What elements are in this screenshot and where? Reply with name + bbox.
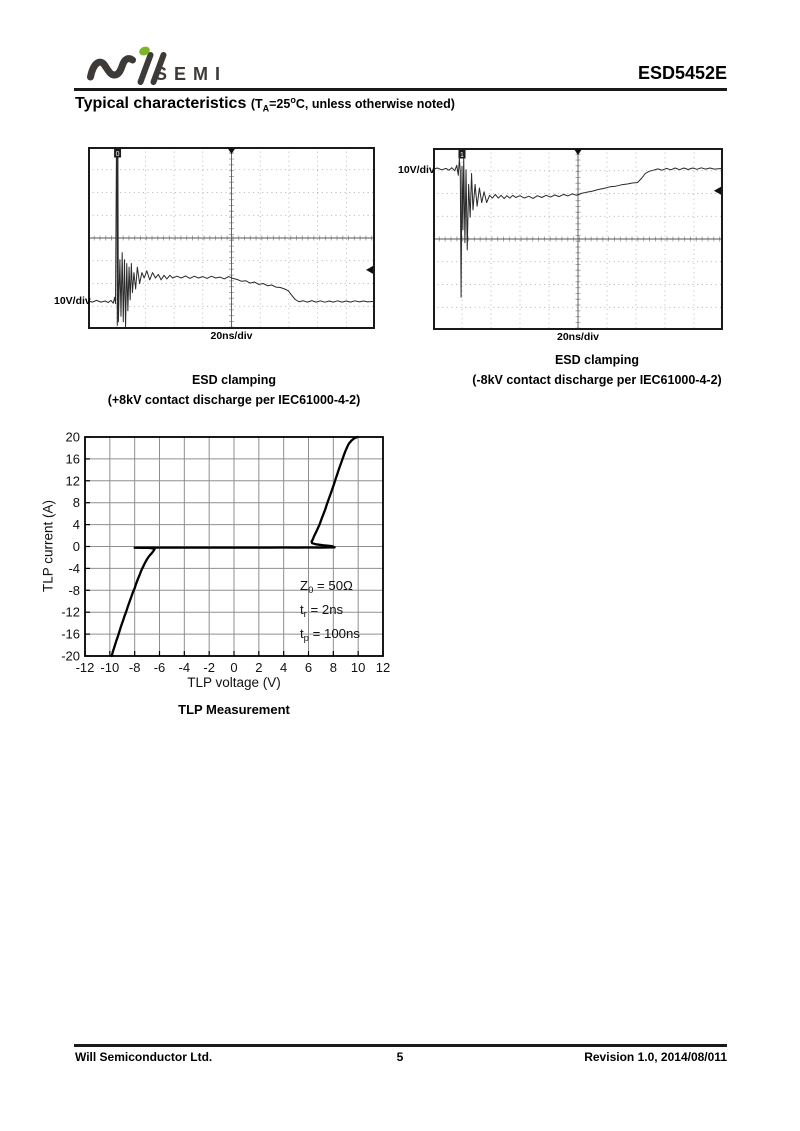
svg-text:8: 8 — [329, 660, 337, 675]
svg-text:16: 16 — [65, 451, 80, 467]
cond-mid: =25 — [269, 97, 291, 112]
svg-text:8: 8 — [72, 495, 80, 511]
caption-negative-title: ESD clamping — [554, 353, 640, 367]
scope-left-tdiv-label: 20ns/div — [210, 330, 253, 342]
svg-text:-8: -8 — [68, 582, 80, 598]
svg-text:0: 0 — [115, 150, 120, 159]
tlp-x-axis-label: TLP voltage (V) — [187, 675, 281, 690]
part-number: ESD5452E — [637, 63, 727, 83]
section-title-condition — [250, 95, 455, 114]
svg-text:-16: -16 — [61, 626, 80, 642]
caption-positive-subtitle: (+8kV contact discharge per IEC61000-4-2) — [107, 393, 361, 407]
svg-text:-20: -20 — [61, 648, 80, 664]
caption-negative-subtitle: (-8kV contact discharge per IEC61000-4-2) — [472, 373, 722, 387]
svg-text:-12: -12 — [61, 604, 80, 620]
scope-left-vdiv-label: 10V/div — [54, 295, 91, 307]
tlp-chart-title: TLP Measurement — [178, 702, 290, 717]
tlp-chart-plot — [35, 431, 397, 681]
footer-company: Will Semiconductor Ltd. — [75, 1050, 213, 1064]
svg-text:-4: -4 — [68, 560, 80, 576]
cond-suffix: C, unless otherwise noted) — [295, 97, 455, 112]
svg-text:0: 0 — [72, 539, 80, 554]
caption-positive-title: ESD clamping — [191, 373, 277, 387]
footer-rule — [74, 1044, 727, 1047]
svg-text:4: 4 — [280, 660, 288, 675]
svg-text:6: 6 — [304, 660, 313, 675]
svg-text:-2: -2 — [203, 660, 215, 675]
svg-text:4: 4 — [72, 517, 80, 533]
svg-text:12: 12 — [65, 473, 80, 489]
cond-subscript: A — [262, 103, 270, 114]
header-rule — [74, 88, 727, 91]
svg-text:10: 10 — [350, 660, 366, 675]
svg-text:-6: -6 — [153, 660, 166, 675]
cond-superscript: o — [290, 95, 296, 105]
scope-plot-negative-esd — [433, 148, 723, 330]
section-title-main: Typical characteristics — [75, 95, 247, 113]
svg-text:12: 12 — [375, 660, 391, 675]
footer-revision: Revision 1.0, 2014/08/011 — [584, 1050, 727, 1064]
svg-text:0: 0 — [230, 660, 238, 675]
scope-right-tdiv-label: 20ns/div — [556, 331, 600, 343]
caption-positive-esd — [84, 370, 384, 410]
svg-text:-4: -4 — [178, 660, 191, 675]
svg-text:-12: -12 — [75, 660, 95, 675]
svg-text:-8: -8 — [128, 660, 141, 675]
svg-text:2: 2 — [255, 660, 263, 675]
tlp-y-axis-label: TLP current (A) — [40, 499, 56, 593]
svg-text:tp = 100ns: $t_p = 100ns$ — [300, 626, 360, 644]
scope-right-vdiv-label: 10V/div — [398, 164, 435, 176]
footer-page-number: 5 — [396, 1050, 404, 1064]
scope-plot-positive-esd — [88, 147, 375, 329]
section-title — [75, 95, 455, 114]
caption-negative-esd — [447, 350, 747, 390]
svg-text:1: 1 — [460, 152, 464, 159]
svg-text:20: 20 — [65, 431, 80, 445]
svg-text:-10: -10 — [100, 660, 120, 675]
logo-semi-text: SEMI — [155, 64, 228, 84]
svg-text:tr = 2ns: $t_r = 2ns$ — [300, 602, 344, 620]
svg-text:Z0 = 50Ω: $Z_0 = 50\Omega$ — [300, 578, 353, 596]
cond-prefix: (T — [250, 97, 263, 112]
